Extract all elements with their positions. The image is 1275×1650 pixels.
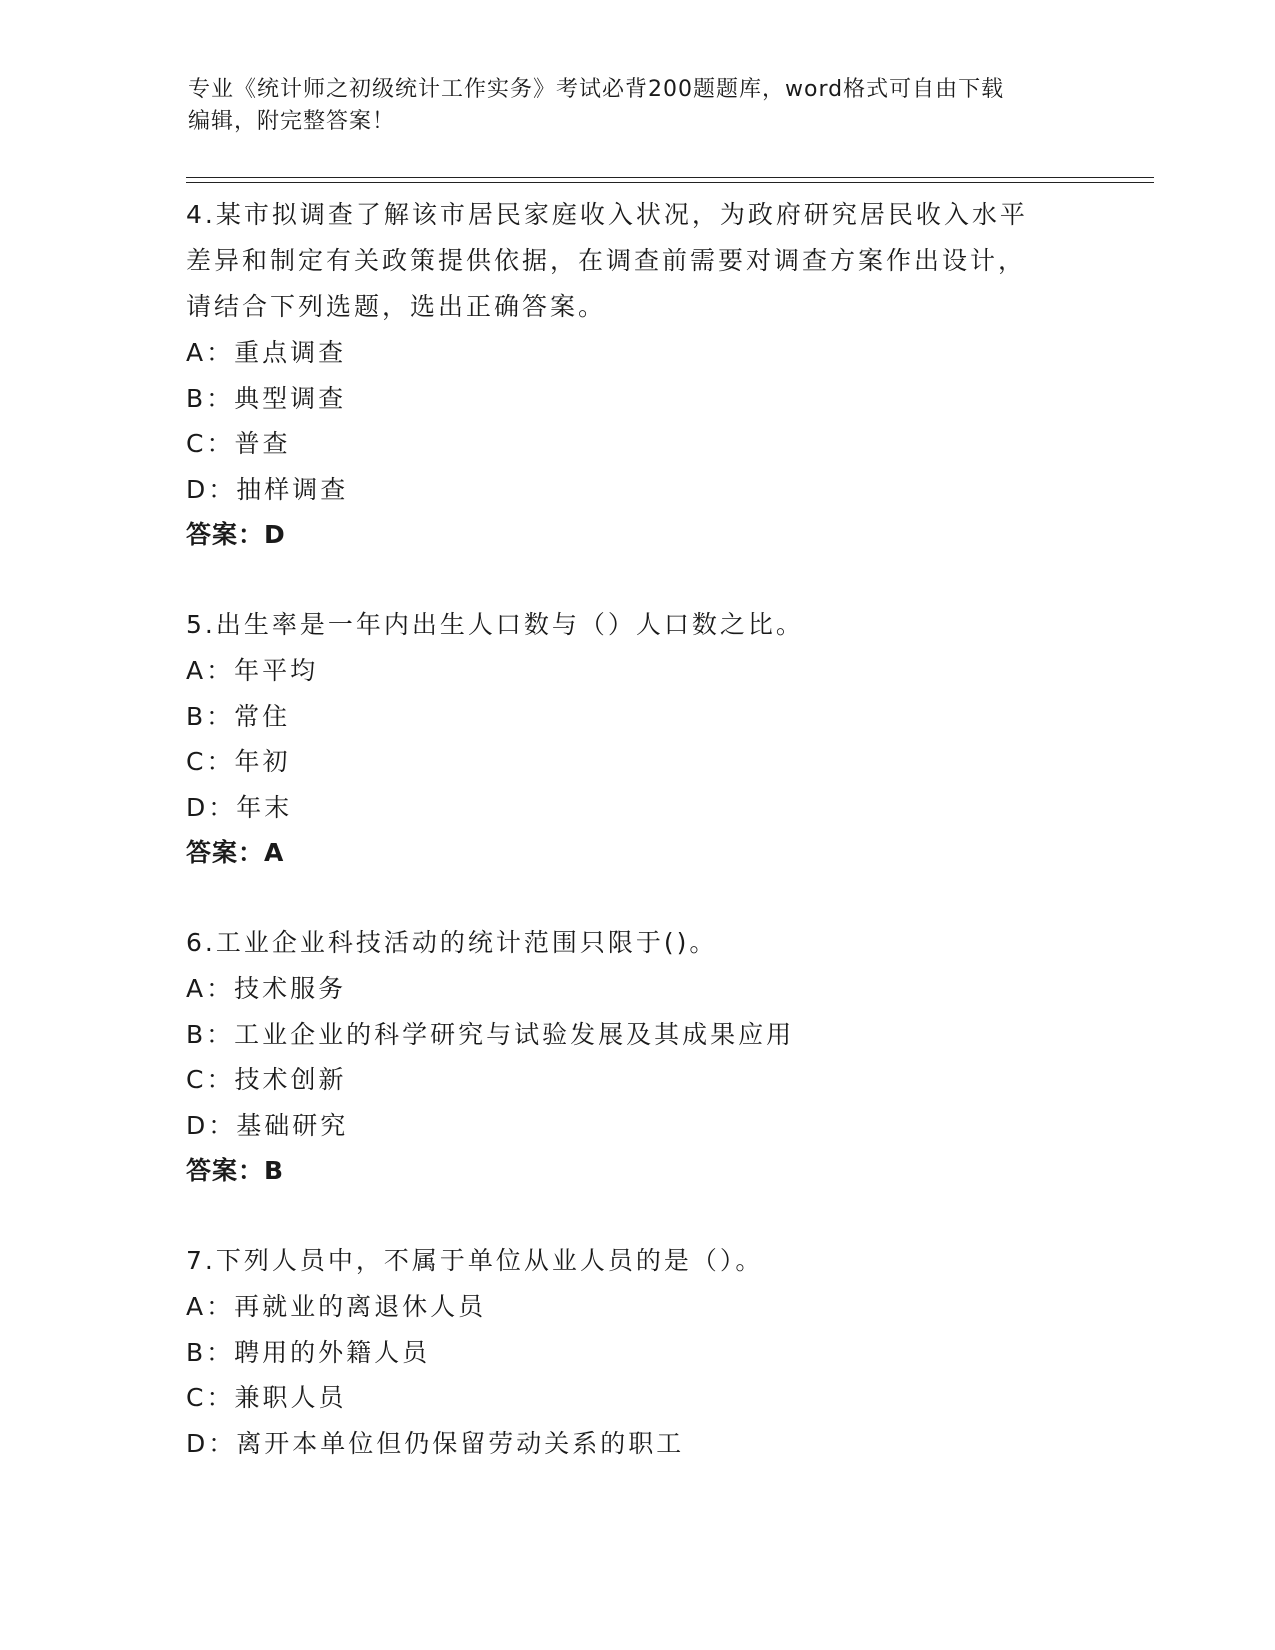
option-b: B：常住 (186, 701, 291, 731)
option-c: C：普查 (186, 429, 291, 458)
question-stem: 5.出生率是一年内出生人口数与（）人口数之比。 (186, 610, 804, 639)
answer: 答案：D (186, 520, 286, 549)
question-stem: 4.某市拟调查了解该市居民家庭收入状况，为政府研究居民收入水平 (186, 200, 1028, 229)
option-d: D：抽样调查 (186, 474, 349, 504)
question-list (186, 192, 1086, 1466)
option-a: A：再就业的离退休人员 (186, 1292, 487, 1321)
option-c: C：技术创新 (186, 1065, 347, 1094)
option-b: B：工业企业的科学研究与试验发展及其成果应用 (186, 1019, 795, 1049)
option-b: B：典型调查 (186, 383, 347, 413)
question-4 (186, 192, 1086, 558)
answer: 答案：A (186, 838, 285, 867)
header-rule-bottom (186, 182, 1154, 183)
answer: 答案：B (186, 1156, 285, 1185)
spacer (186, 1194, 1086, 1238)
question-stem: 7.下列人员中，不属于单位从业人员的是（）。 (186, 1246, 764, 1275)
option-b: B：聘用的外籍人员 (186, 1337, 431, 1367)
header-line-2: 编辑，附完整答案！ (188, 109, 396, 134)
option-c: C：年初 (186, 747, 291, 776)
question-6 (186, 920, 1086, 1194)
spacer (186, 558, 1086, 602)
question-stem: 请结合下列选题，选出正确答案。 (186, 292, 607, 321)
question-7 (186, 1238, 1086, 1466)
option-c: C：兼职人员 (186, 1383, 347, 1412)
option-d: D：基础研究 (186, 1110, 349, 1140)
document-header (188, 74, 1088, 138)
option-d: D：离开本单位但仍保留劳动关系的职工 (186, 1428, 685, 1458)
option-a: A：技术服务 (186, 974, 347, 1003)
question-stem: 差异和制定有关政策提供依据，在调查前需要对调查方案作出设计， (186, 246, 1027, 275)
option-a: A：重点调查 (186, 338, 347, 367)
question-stem: 6.工业企业科技活动的统计范围只限于()。 (186, 928, 718, 957)
question-5 (186, 602, 1086, 876)
option-a: A：年平均 (186, 656, 319, 685)
header-line-1: 专业《统计师之初级统计工作实务》考试必背200题题库，word格式可自由下载 (188, 77, 1005, 102)
option-d: D：年末 (186, 792, 293, 822)
spacer (186, 876, 1086, 920)
header-rule-top (186, 177, 1154, 178)
